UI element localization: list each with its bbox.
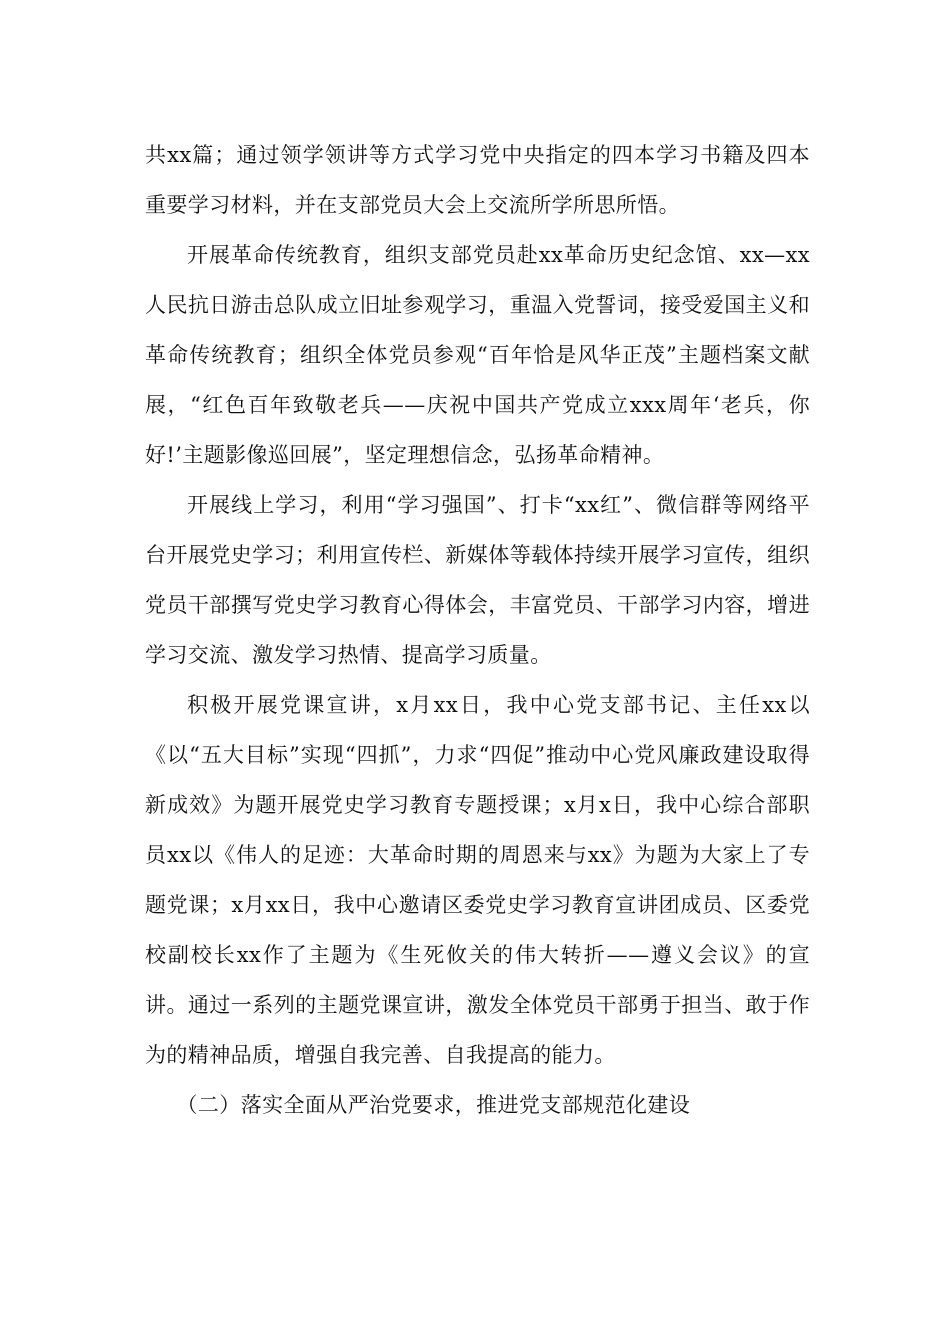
- paragraph-online-learning: 开展线上学习，利用“学习强国”、打卡“xx红”、微信群等网络平台开展党史学习；利用宣传栏、新媒体等载体持续开展学习宣传，组织党员干部撰写党史学习教育心得体会，丰富党员、干部学习内容，增进学习交流、激发学习热情、提高学习质量。: [145, 493, 810, 667]
- paragraph-party-lectures: 积极开展党课宣讲，x月xx日，我中心党支部书记、主任xx以《以“五大目标”实现“四抓”，力求“四促”推动中心党风廉政建设取得新成效》为题开展党史学习教育专题授课；x月x日，我中心综合部职员xx以《伟人的足迹：大革命时期的周恩来与xx》为题为大家上了专题党课；x月xx日，我中心邀请区委党史学习教育宣讲团成员、区委党校副校长xx作了主题为《生死攸关的伟大转折——遵义会议》的宣讲。通过一系列的主题党课宣讲，激发全体党员干部勇于担当、敢于作为的精神品质，增强自我完善、自我提高的能力。: [145, 693, 810, 1067]
- paragraph-revolutionary-education: 开展革命传统教育，组织支部党员赴xx革命历史纪念馆、xx—xx人民抗日游击总队成立旧址参观学习，重温入党誓词，接受爱国主义和革命传统教育；组织全体党员参观“百年恰是风华正茂”主题档案文献展，“红色百年致敬老兵——庆祝中国共产党成立xxx周年‘老兵，你好!’主题影像巡回展”，坚定理想信念，弘扬革命精神。: [145, 243, 810, 467]
- section-heading: （二）落实全面从严治党要求，推进党支部规范化建设: [176, 1093, 691, 1117]
- paragraph-continued: 共xx篇；通过领学领讲等方式学习党中央指定的四本学习书籍及四本重要学习材料，并在支部党员大会上交流所学所思所悟。: [145, 143, 810, 217]
- document-body: [145, 130, 810, 1130]
